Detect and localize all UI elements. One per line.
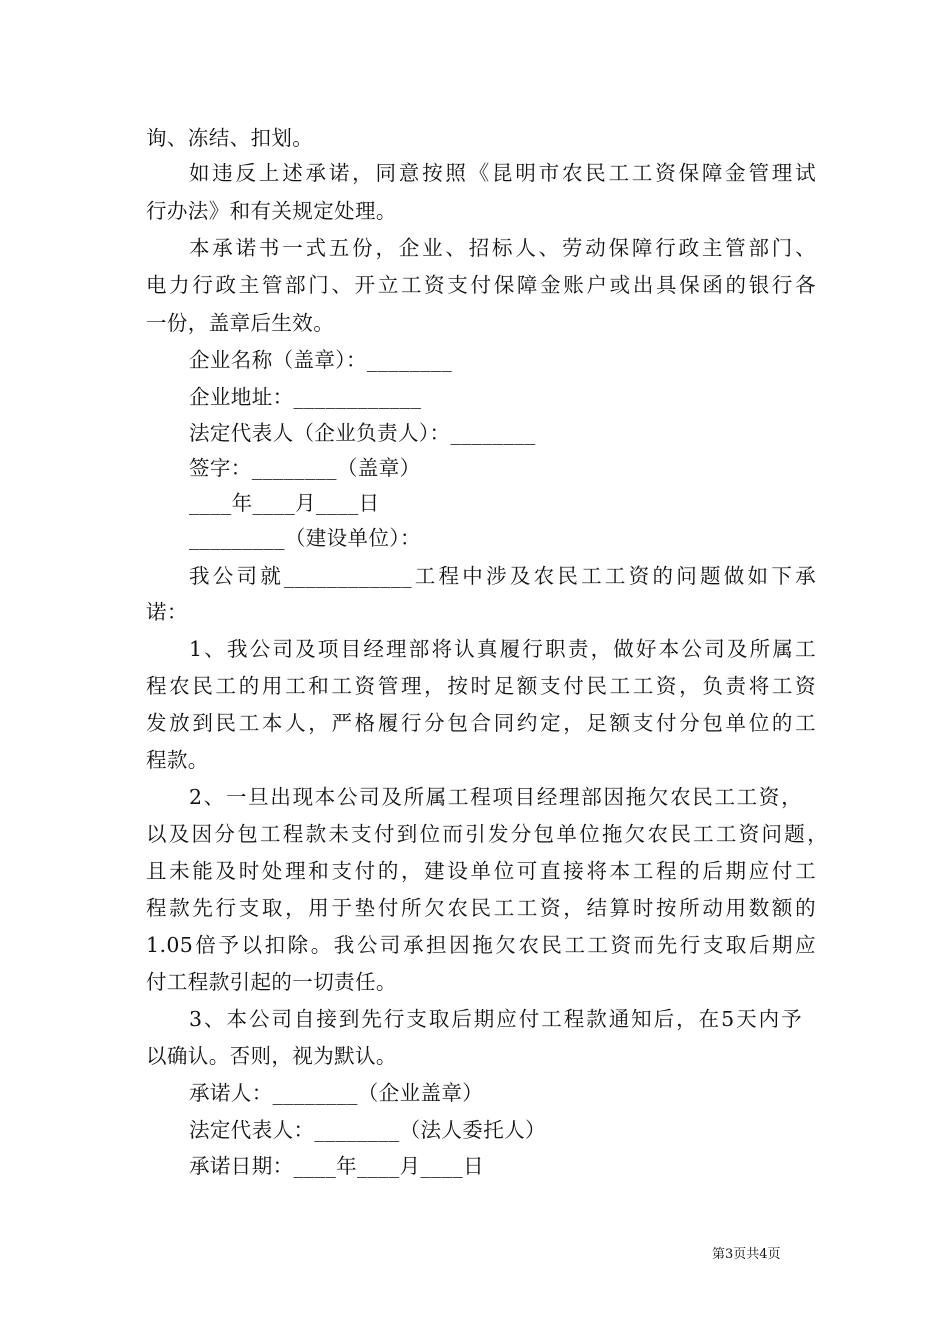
text-line: 行办法》和有关规定处理。 bbox=[146, 199, 397, 223]
text-line: 询、冻结、扣划。 bbox=[146, 126, 314, 150]
text-line: 电力行政主管部门、开立工资支付保障金账户或出具保函的银行各 bbox=[146, 273, 816, 297]
text-line: 以确认。否则，视为默认。 bbox=[146, 1044, 397, 1068]
promisor-field: 承诺人：________（企业盖章） bbox=[189, 1081, 484, 1105]
text-line: 且未能及时处理和支付的，建设单位可直接将本工程的后期应付工 bbox=[146, 859, 816, 883]
date-field: ____年____月____日 bbox=[189, 491, 380, 515]
text-line: 一份，盖章后生效。 bbox=[146, 311, 335, 335]
paragraph-line: 本承诺书一式五份，企业、招标人、劳动保障行政主管部门、 bbox=[189, 236, 816, 260]
legal-representative-field: 法定代表人（企业负责人）：________ bbox=[189, 421, 536, 445]
text-line: 发放到民工本人，严格履行分包合同约定，足额支付分包单位的工 bbox=[146, 711, 816, 735]
text-line: 付工程款引起的一切责任。 bbox=[146, 970, 397, 994]
promise-date-field: 承诺日期：____年____月____日 bbox=[189, 1154, 484, 1178]
paragraph-line: 2、一旦出现本公司及所属工程项目经理部因拖欠农民工工资， bbox=[189, 785, 802, 809]
text-line: 1.05倍予以扣除。我公司承担因拖欠农民工工资而先行支取后期应 bbox=[146, 933, 816, 957]
text-line: 程款。 bbox=[146, 748, 209, 772]
text-line: 以及因分包工程款未支付到位而引发分包单位拖欠农民工工资问题， bbox=[146, 822, 828, 846]
page-number: 第3页共4页 bbox=[712, 1247, 781, 1262]
text-line: 程农民工的用工和工资管理，按时足额支付民工工资，负责将工资 bbox=[146, 674, 816, 698]
paragraph-line: 我公司就____________工程中涉及农民工工资的问题做如下承 bbox=[189, 564, 816, 588]
legal-representative-field: 法定代表人：________（法人委托人） bbox=[189, 1118, 546, 1142]
company-address-field: 企业地址：____________ bbox=[189, 385, 422, 409]
paragraph-line: 3、本公司自接到先行支取后期应付工程款通知后，在5天内予 bbox=[189, 1007, 802, 1031]
paragraph-line: 1、我公司及项目经理部将认真履行职责，做好本公司及所属工 bbox=[189, 637, 816, 661]
paragraph-line: 如违反上述承诺，同意按照《昆明市农民工工资保障金管理试 bbox=[189, 161, 816, 185]
text-line: 程款先行支取，用于垫付所欠农民工工资，结算时按所动用数额的 bbox=[146, 896, 816, 920]
company-name-field: 企业名称（盖章）：________ bbox=[189, 348, 453, 372]
signature-field: 签字：________（盖章） bbox=[189, 456, 421, 480]
text-line: 诺： bbox=[146, 600, 188, 624]
addressee-line: _________（建设单位）： bbox=[189, 526, 421, 550]
